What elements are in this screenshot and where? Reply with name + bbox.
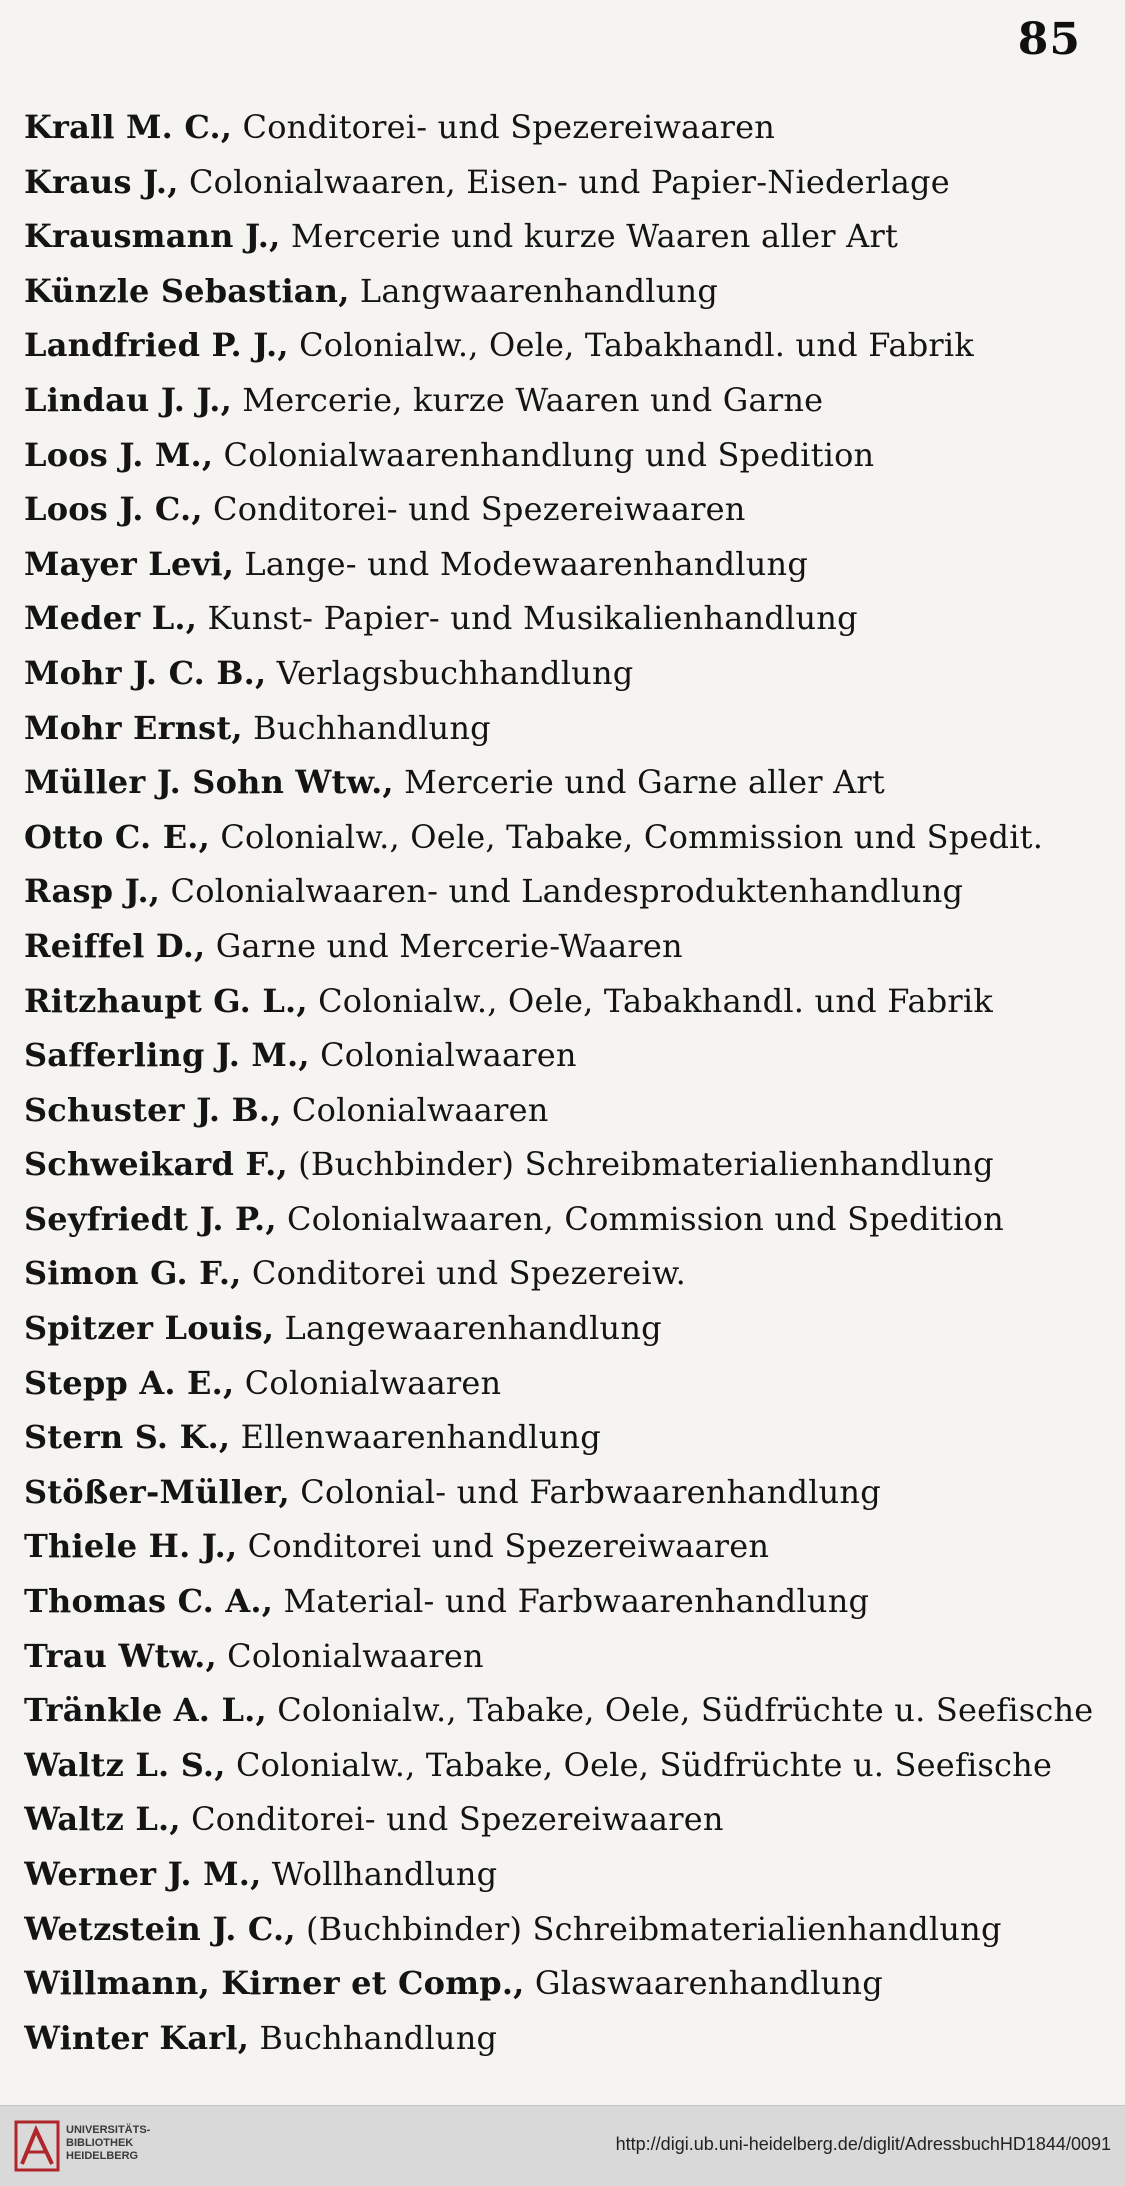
list-item bbox=[24, 318, 1104, 373]
list-item bbox=[24, 373, 1104, 428]
entry-description: Verlagsbuchhandlung bbox=[266, 653, 634, 692]
entry-name: Tränkle A. L., bbox=[24, 1691, 267, 1730]
page-number: 85 bbox=[1017, 14, 1081, 65]
entry-name: Lindau J. J., bbox=[24, 380, 232, 419]
entry-name: Thiele H. J., bbox=[24, 1527, 238, 1566]
entry-name: Müller J. Sohn Wtw., bbox=[24, 763, 394, 802]
list-item bbox=[24, 1629, 1104, 1684]
entry-name: Krall M. C., bbox=[24, 108, 233, 146]
entry-description: Conditorei- und Spezereiwaaren bbox=[180, 1800, 724, 1839]
list-item bbox=[24, 209, 1104, 264]
library-name-line: UNIVERSITÄTS- bbox=[66, 2124, 151, 2136]
entry-name: Landfried P. J., bbox=[24, 326, 289, 365]
entry-name: Schuster J. B., bbox=[24, 1090, 282, 1129]
entry-description: Buchhandlung bbox=[242, 708, 491, 747]
list-item bbox=[24, 1465, 1104, 1520]
list-item bbox=[24, 1083, 1104, 1138]
list-item bbox=[24, 482, 1104, 537]
entry-name: Mayer Levi, bbox=[24, 544, 235, 583]
directory-list bbox=[24, 100, 1104, 2065]
source-url-link[interactable]: http://digi.ub.uni-heidelberg.de/diglit/AdressbuchHD1844/0091 bbox=[615, 2134, 1111, 2154]
list-item bbox=[24, 1683, 1104, 1738]
viewer-footer bbox=[0, 2105, 1125, 2186]
entry-description: Garne und Mercerie-Waaren bbox=[205, 926, 683, 965]
list-item bbox=[24, 428, 1104, 483]
entry-description: Mercerie und kurze Waaren aller Art bbox=[280, 217, 899, 256]
entry-name: Ritzhaupt G. L., bbox=[24, 981, 308, 1020]
entry-name: Thomas C. A., bbox=[24, 1582, 274, 1621]
entry-description: Conditorei- und Spezereiwaaren bbox=[232, 108, 776, 146]
entry-description: Colonialwaaren bbox=[216, 1636, 484, 1675]
list-item bbox=[24, 1301, 1104, 1356]
entry-description: Colonialw., Tabake, Oele, Südfrüchte u. Seefische bbox=[225, 1745, 1053, 1784]
university-library-logo-icon[interactable] bbox=[14, 2120, 60, 2172]
list-item bbox=[24, 1246, 1104, 1301]
list-item bbox=[24, 864, 1104, 919]
entry-description: Colonialwaaren bbox=[234, 1363, 502, 1402]
entry-name: Loos J. C., bbox=[24, 490, 203, 529]
entry-name: Waltz L., bbox=[24, 1800, 181, 1839]
list-item bbox=[24, 100, 1104, 155]
list-item bbox=[24, 1956, 1104, 2011]
entry-description: Colonialw., Oele, Tabake, Commission und Spedit. bbox=[209, 817, 1044, 856]
list-item bbox=[24, 591, 1104, 646]
list-item bbox=[24, 1902, 1104, 1957]
entry-description: Ellenwaarenhandlung bbox=[230, 1418, 601, 1457]
list-item bbox=[24, 646, 1104, 701]
entry-description: Mercerie, kurze Waaren und Garne bbox=[231, 380, 824, 419]
entry-description: Colonial- und Farbwaarenhandlung bbox=[289, 1472, 881, 1511]
entry-name: Meder L., bbox=[24, 599, 198, 638]
entry-description: Glaswaarenhandlung bbox=[524, 1964, 883, 2003]
entry-name: Safferling J. M., bbox=[24, 1036, 310, 1075]
entry-name: Kraus J., bbox=[24, 162, 179, 201]
entry-description: Colonialw., Tabake, Oele, Südfrüchte u. Seefische bbox=[266, 1691, 1094, 1730]
entry-description: (Buchbinder) Schreibmaterialienhandlung bbox=[287, 1145, 994, 1184]
entry-description: Langwaarenhandlung bbox=[349, 271, 719, 310]
entry-description: Material- und Farbwaarenhandlung bbox=[273, 1582, 870, 1621]
list-item bbox=[24, 1137, 1104, 1192]
list-item bbox=[24, 2011, 1104, 2066]
entry-name: Rasp J., bbox=[24, 872, 161, 911]
entry-description: Colonialwaaren bbox=[281, 1090, 549, 1129]
list-item bbox=[24, 701, 1104, 756]
list-item bbox=[24, 755, 1104, 810]
entry-description: Colonialw., Oele, Tabakhandl. und Fabrik bbox=[307, 981, 993, 1020]
list-item bbox=[24, 1192, 1104, 1247]
list-item bbox=[24, 264, 1104, 319]
entry-description: Buchhandlung bbox=[249, 2018, 498, 2057]
entry-name: Stößer-Müller, bbox=[24, 1472, 290, 1511]
entry-description: Langewaarenhandlung bbox=[274, 1309, 662, 1348]
library-name-line: HEIDELBERG bbox=[66, 2150, 139, 2162]
entry-description: Conditorei und Spezereiwaaren bbox=[237, 1527, 770, 1566]
list-item bbox=[24, 1738, 1104, 1793]
list-item bbox=[24, 537, 1104, 592]
entry-description: Kunst- Papier- und Musikalienhandlung bbox=[197, 599, 858, 638]
entry-name: Trau Wtw., bbox=[24, 1636, 217, 1675]
entry-name: Stepp A. E., bbox=[24, 1363, 235, 1402]
entry-name: Seyfriedt J. P., bbox=[24, 1199, 277, 1238]
entry-description: Colonialwaaren, Eisen- und Papier-Niederlage bbox=[178, 162, 950, 201]
entry-name: Krausmann J., bbox=[24, 217, 281, 256]
list-item bbox=[24, 974, 1104, 1029]
list-item bbox=[24, 1356, 1104, 1411]
library-name-line: BIBLIOTHEK bbox=[66, 2137, 134, 2149]
entry-name: Spitzer Louis, bbox=[24, 1309, 275, 1348]
list-item bbox=[24, 1028, 1104, 1083]
entry-name: Simon G. F., bbox=[24, 1254, 242, 1293]
entry-description: Lange- und Modewaarenhandlung bbox=[234, 544, 809, 583]
list-item bbox=[24, 1410, 1104, 1465]
entry-name: Mohr J. C. B., bbox=[24, 653, 267, 692]
entry-name: Wetzstein J. C., bbox=[24, 1909, 296, 1948]
list-item bbox=[24, 919, 1104, 974]
entry-description: Mercerie und Garne aller Art bbox=[393, 763, 885, 802]
list-item bbox=[24, 1847, 1104, 1902]
entry-description: Colonialwaaren- und Landesproduktenhandlung bbox=[160, 872, 964, 911]
entry-name: Mohr Ernst, bbox=[24, 708, 243, 747]
entry-name: Schweikard F., bbox=[24, 1145, 288, 1184]
entry-description: Colonialwaarenhandlung und Spedition bbox=[213, 435, 875, 474]
entry-description: Colonialwaaren, Commission und Spedition bbox=[276, 1199, 1004, 1238]
list-item bbox=[24, 810, 1104, 865]
entry-description: (Buchbinder) Schreibmaterialienhandlung bbox=[295, 1909, 1002, 1948]
entry-name: Willmann, Kirner et Comp., bbox=[24, 1964, 525, 2003]
entry-name: Stern S. K., bbox=[24, 1418, 231, 1457]
entry-description: Wollhandlung bbox=[261, 1855, 498, 1893]
list-item bbox=[24, 1574, 1104, 1629]
list-item bbox=[24, 1792, 1104, 1847]
entry-description: Conditorei und Spezereiw. bbox=[241, 1254, 686, 1293]
entry-description: Colonialw., Oele, Tabakhandl. und Fabrik bbox=[288, 326, 974, 365]
entry-description: Colonialwaaren bbox=[309, 1036, 577, 1075]
entry-name: Winter Karl, bbox=[24, 2018, 250, 2057]
entry-name: Loos J. M., bbox=[24, 435, 214, 474]
entry-name: Otto C. E., bbox=[24, 817, 210, 856]
entry-description: Conditorei- und Spezereiwaaren bbox=[202, 490, 746, 529]
library-name[interactable] bbox=[66, 2124, 150, 2163]
entry-name: Waltz L. S., bbox=[24, 1745, 226, 1784]
entry-name: Reiffel D., bbox=[24, 926, 206, 965]
entry-name: Werner J. M., bbox=[24, 1855, 262, 1893]
entry-name: Künzle Sebastian, bbox=[24, 271, 350, 310]
list-item bbox=[24, 1519, 1104, 1574]
list-item bbox=[24, 155, 1104, 210]
